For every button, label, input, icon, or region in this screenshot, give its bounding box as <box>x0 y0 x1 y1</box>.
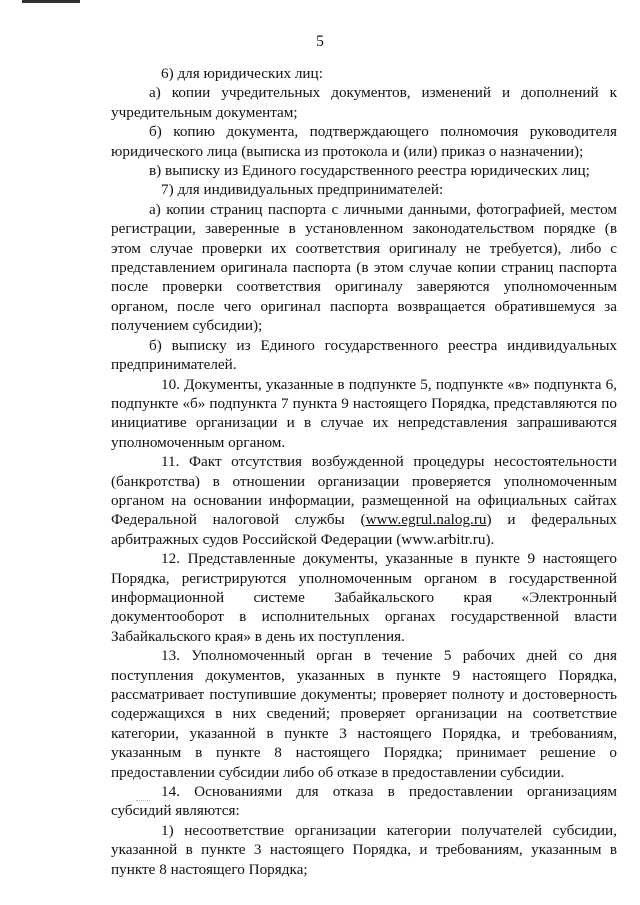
paragraph-11-text-end: ) и федеральных арбитражных судов Российской Федерации (www.arbitr.ru). <box>111 511 618 548</box>
paragraph-11 <box>111 452 617 549</box>
paragraph-10: 10. Документы, указанные в подпункте 5, подпункте «в» подпункта 6, подпункте «б» подпункта 7 пункта 9 настоящего Порядка, представляются по инициативе организации и в случае их непредставления запрашиваются уполномоченным органом. <box>111 375 617 451</box>
paragraph-12: 12. Представленные документы, указанные в пункте 9 настоящего Порядка, регистрируются уполномоченным органом в государственной информационной системе Забайкальского края «Электронный документооборот в исполнительных органах государственной власти Забайкальского края» в день их поступления. <box>111 550 617 645</box>
paragraph-14: 14. Основаниями для отказа в предоставлении организациям субсидий являются: <box>111 783 617 820</box>
scan-artifact <box>136 800 150 803</box>
paragraph-11-text-start: 11. Факт отсутствия возбужденной процедуры несостоятельности (банкротства) в отношении организации проверяется уполномоченным органом на основании информации, размещенной на официальных сайтах Федеральной налоговой службы ( <box>111 453 617 529</box>
item-6-v: в) выписку из Единого государственного реестра юридических лиц; <box>149 162 590 180</box>
item-6-heading: 6) для юридических лиц: <box>161 65 323 82</box>
page-number: 5 <box>316 33 324 50</box>
scan-edge-mark <box>22 0 80 3</box>
egrul-link[interactable]: www.egrul.nalog.ru <box>365 511 487 529</box>
item-6-b: б) копию документа, подтверждающего полномочия руководителя юридического лица (выписка из протокола и (или) приказ о назначении); <box>111 123 617 160</box>
item-7-a: а) копии страниц паспорта с личными данными, фотографией, местом регистрации, заверенные в установленном законодательством порядке (в этом случае проверки их соответствия оригиналу не требуется), либо с представлением оригинала паспорта (в этом случае копии страниц паспорта после проверки соответствия оригиналу заверяются уполномоченным органом, после чего оригинал паспорта возвращается обратившемуся за получением субсидии); <box>111 200 617 335</box>
paragraph-13: 13. Уполномоченный орган в течение 5 рабочих дней со дня поступления документов, указанных в пункте 9 настоящего Порядка, рассматривает поступившие документы; проверяет полноту и достоверность содержащихся в них сведений; проверяет организации на соответствие категории, указанной в пункте 3 настоящего Порядка, и требованиям, указанным в пункте 8 настоящего Порядка; принимает решение о предоставлении субсидии либо об отказе в предоставлении субсидии. <box>111 647 617 781</box>
paragraph-14-item-1: 1) несоответствие организации категории получателей субсидии, указанной в пункте 3 настоящего Порядка, и требованиям, указанным в пункте 8 настоящего Порядка; <box>111 821 617 878</box>
item-7-heading: 7) для индивидуальных предпринимателей: <box>161 181 444 199</box>
item-6-a: а) копии учредительных документов, изменений и дополнений к учредительным документам; <box>111 84 617 121</box>
document-body <box>111 64 617 879</box>
item-7-b: б) выписку из Единого государственного реестра индивидуальных предпринимателей. <box>111 336 617 374</box>
